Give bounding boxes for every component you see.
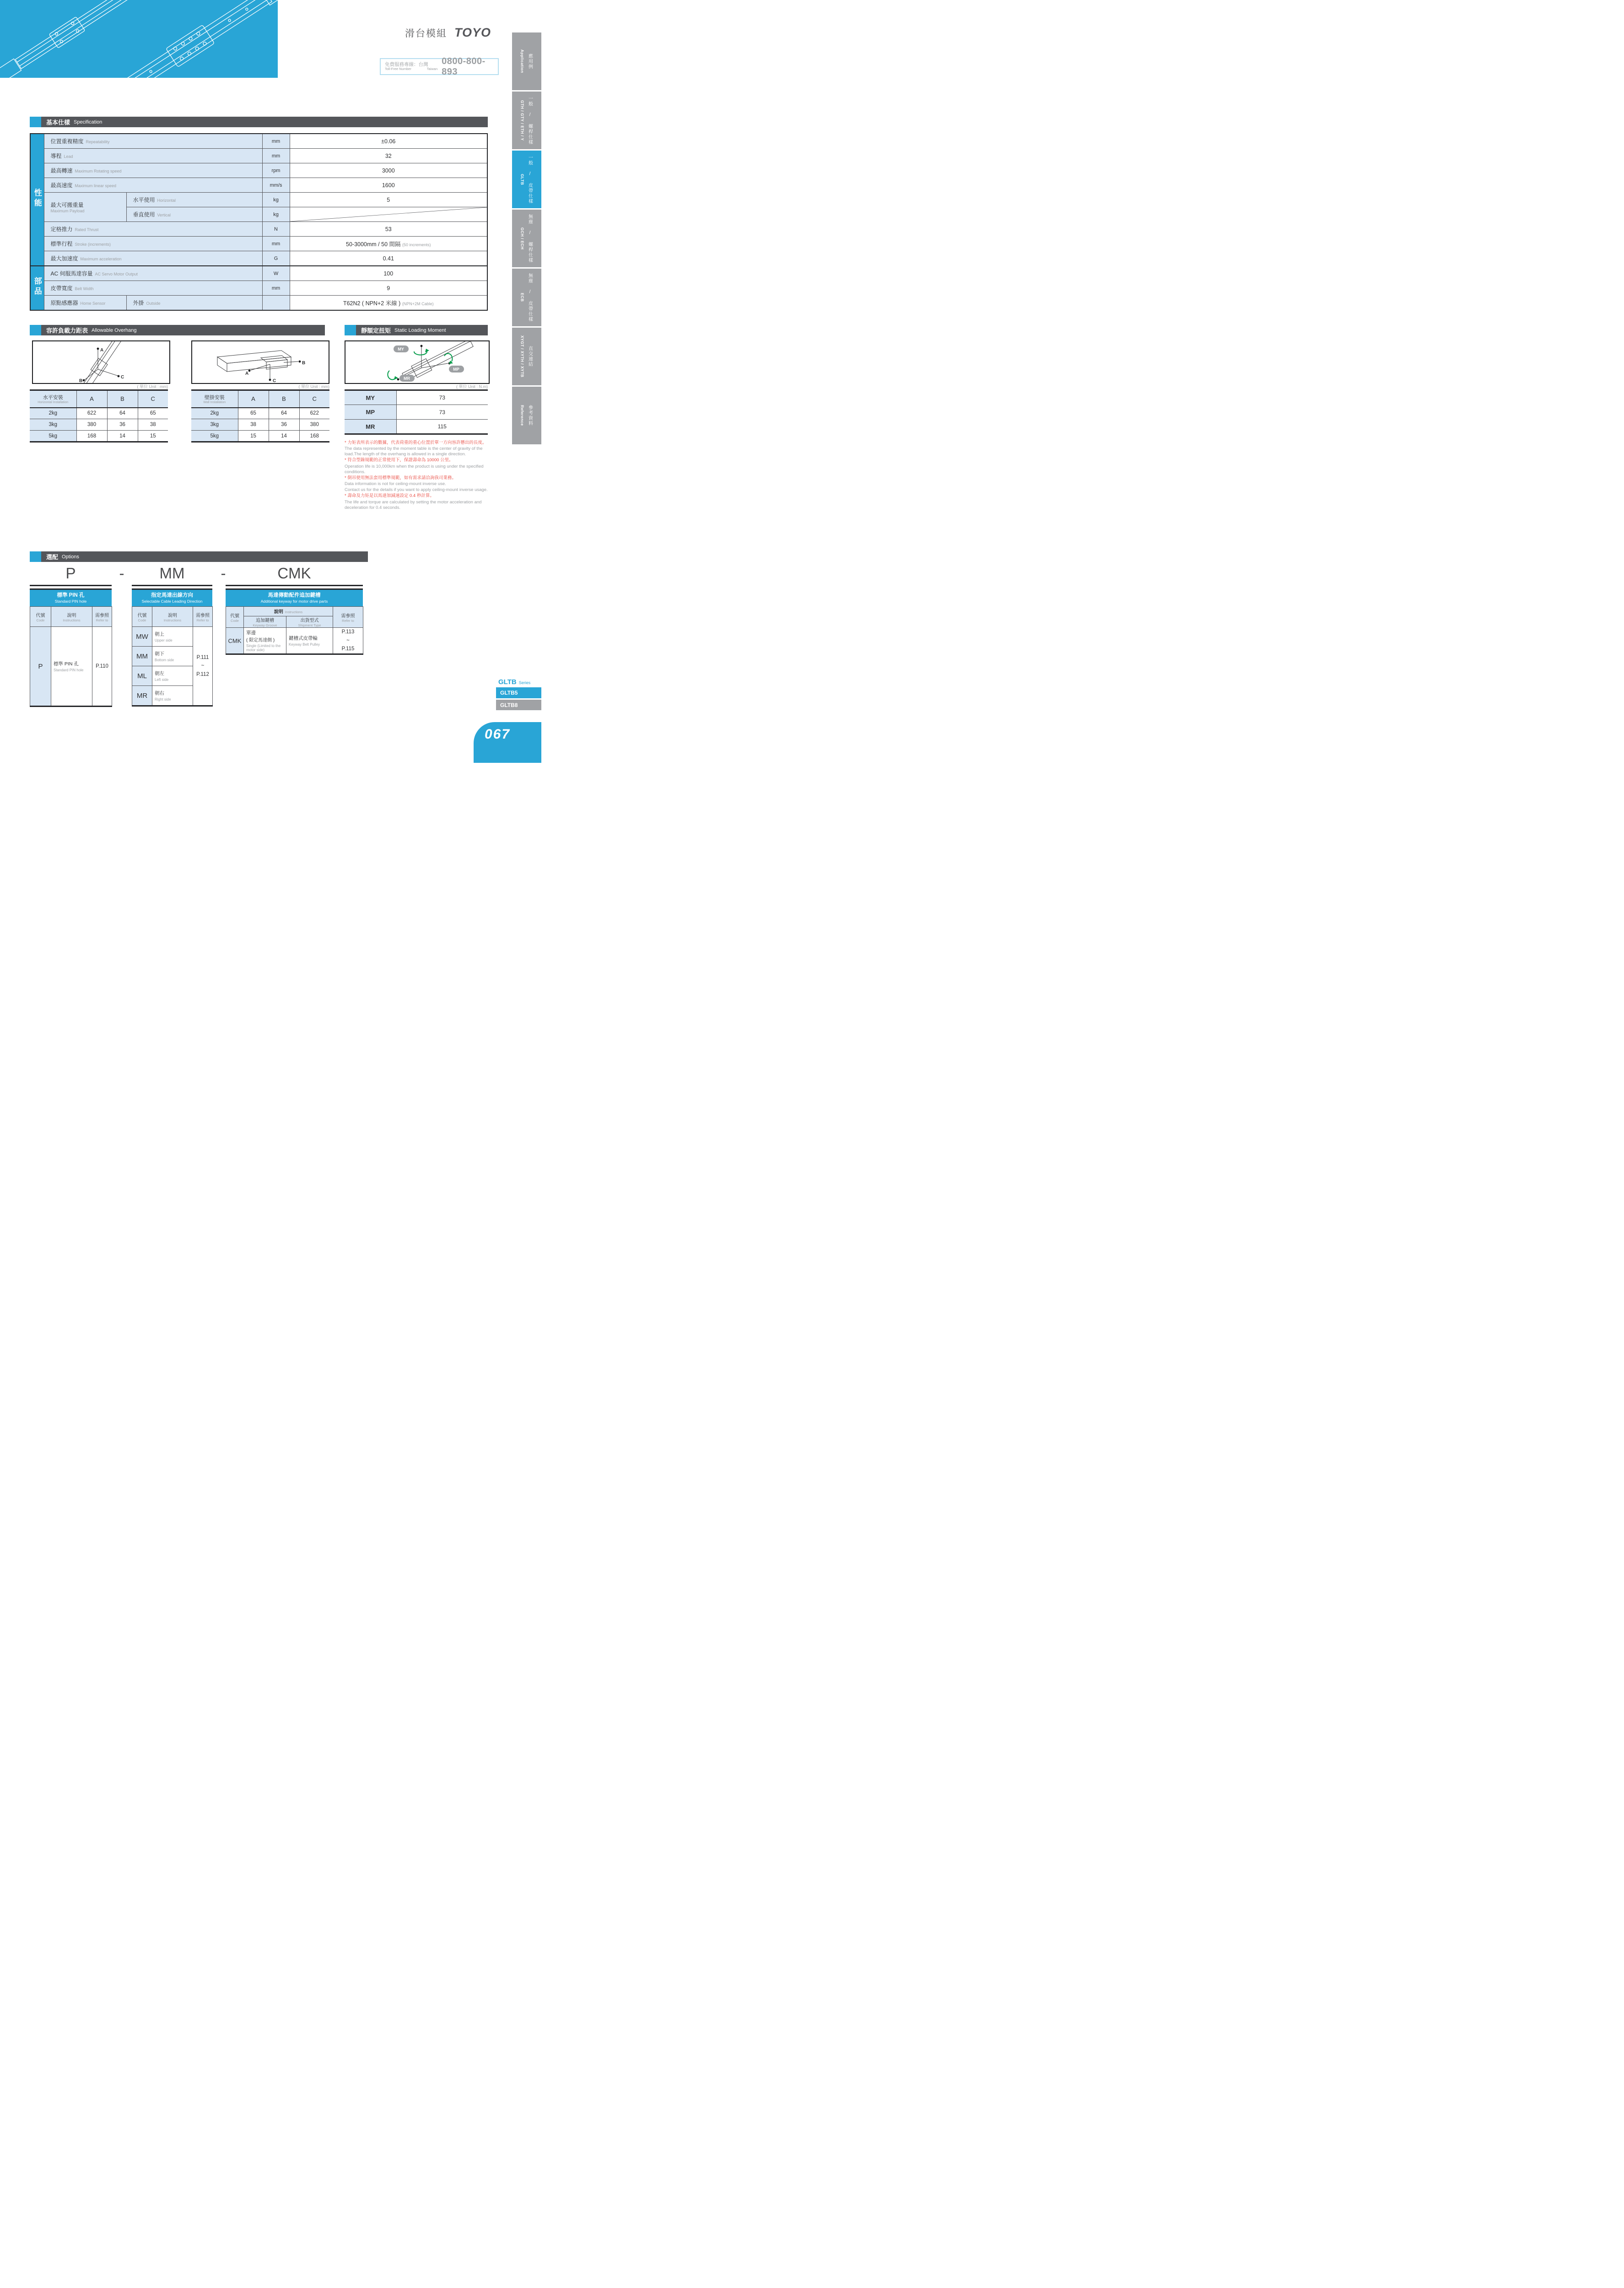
overhang-table-wall: 壁掛安裝 Wall Installation A B C 2kg 65 64 622 3kg 38 36 380 5kg 15 14 168 bbox=[191, 389, 329, 442]
table-row: MP 73 bbox=[345, 405, 488, 420]
spec-row-payload-vertical: 垂直使用 Vertical kg bbox=[30, 207, 487, 222]
catalog-page bbox=[0, 0, 541, 763]
series-item-gltb5[interactable]: GLTB5 bbox=[496, 687, 541, 698]
spec-row-servo-output: 部品 AC 伺服馬達容量 AC Servo Motor Output W 100 bbox=[30, 266, 487, 281]
spec-row-home-sensor: 原點感應器 Home Sensor 外掛 Outside T62N2 ( NPN+2 米線 ) (NPN+2M Cable) bbox=[30, 296, 487, 311]
sidebar-tab-gch-ech[interactable]: GCH / ECH 無塵 / 螺桿仕樣 bbox=[512, 210, 541, 267]
keyway-table-header: 馬達傳動配件追加鍵槽 Additional keyway for motor drive parts bbox=[226, 588, 363, 606]
table-row: MR 朝右 Right side bbox=[132, 686, 213, 706]
table-row: 2kg 622 64 65 bbox=[30, 408, 168, 419]
static-moment-diagram bbox=[345, 340, 490, 384]
page-number-box bbox=[474, 722, 541, 763]
note-en: Operation life is 10,000km when the product is using under the specified conditions. bbox=[345, 464, 484, 475]
spec-row-rated-thrust: 定格推力 Rated Thrust N 53 bbox=[30, 222, 487, 237]
option-code-mm: MM bbox=[159, 565, 185, 582]
note-en: The data represented by the moment table is the center of gravity of the load.The length of the overhang is allowed in a single direction. bbox=[345, 446, 483, 457]
cable-option-table: 代號 Code 說明 Instructions 需參照 Refer to MW 朝上 Upper side P.111 ~ P.112 MM 朝下 Bottom side ML 朝左 Left side MR 朝右 Right side bbox=[132, 606, 213, 707]
note-en: The life and torque are calculated by setting the motor acceleration and deceleration for 0.4 seconds. bbox=[345, 499, 482, 510]
spec-row-stroke: 標準行程 Stroke (increments) mm 50-3000mm / 50 間隔 (50 increments) bbox=[30, 237, 487, 251]
sidebar-tab-application[interactable]: Application 應用例 bbox=[512, 32, 541, 90]
svg-text:B: B bbox=[302, 361, 306, 366]
table-row: 3kg 380 36 38 bbox=[30, 419, 168, 431]
tollfree-label-en: Toll-Free Number Taiwan bbox=[385, 67, 438, 71]
unit-note-static: ( 單位 Unit : N.m) bbox=[456, 384, 488, 389]
section-title-en: Specification bbox=[74, 119, 103, 125]
code-underline bbox=[226, 585, 363, 586]
section-header-options: 選配 Options bbox=[30, 551, 368, 562]
table-row: MR 115 bbox=[345, 420, 488, 434]
svg-text:A: A bbox=[100, 348, 104, 353]
tollfree-box bbox=[380, 58, 499, 75]
product-category-title: 滑台模組 bbox=[405, 28, 447, 39]
cable-table-header: 指定馬達出線方向 Selectable Cable Leading Direction bbox=[132, 588, 212, 606]
header bbox=[405, 26, 491, 40]
spec-row-payload-horizontal: 最大可搬重量 Maximum Payload 水平使用 Horizontal kg 5 bbox=[30, 193, 487, 207]
sidebar-tab-gth-gty-eth-y[interactable]: GTH / GTY / ETH / Y 一般 / 螺桿仕樣 bbox=[512, 92, 541, 149]
svg-text:B: B bbox=[79, 378, 83, 383]
linear-actuator-drawing bbox=[0, 0, 278, 78]
sidebar-tab-xygt-xyth-xytb[interactable]: XYGT / XYTH / XYTB 直交連結 bbox=[512, 328, 541, 385]
cable-refer-range: P.111 ~ P.112 bbox=[193, 627, 213, 706]
not-applicable-diagonal bbox=[290, 207, 487, 222]
spec-row-belt-width: 皮帶寬度 Belt Width mm 9 bbox=[30, 281, 487, 296]
unit-note-horizontal: ( 單位 Unit : mm) bbox=[137, 384, 168, 389]
series-title: GLTB Series bbox=[498, 678, 531, 686]
accent-square-icon bbox=[30, 325, 41, 335]
page-number: 067 bbox=[485, 727, 511, 742]
spec-row-repeatability: 性能 位置重複精度 Repeatability mm ±0.06 bbox=[30, 134, 487, 149]
table-row: ML 朝左 Left side bbox=[132, 666, 213, 686]
static-moment-table bbox=[345, 389, 488, 435]
unit-note-wall: ( 單位 Unit : mm) bbox=[298, 384, 329, 389]
sidebar-tab-ecb[interactable]: ECB 無塵 / 皮帶仕樣 bbox=[512, 269, 541, 326]
svg-text:A: A bbox=[245, 371, 249, 376]
accent-square-icon bbox=[345, 325, 356, 335]
note-zh: * 符合型錄規範的正常使用下，保證壽命為 10000 公里。 bbox=[345, 458, 453, 463]
brand-logo: TOYO bbox=[454, 26, 491, 39]
svg-text:MR: MR bbox=[404, 376, 410, 381]
code-underline bbox=[132, 585, 212, 586]
option-code-p: P bbox=[65, 565, 76, 582]
overhang-diagram-wall bbox=[191, 340, 329, 384]
option-code-cmk: CMK bbox=[277, 565, 311, 582]
overhang-table-horizontal: 水平安裝 Horizontal Installation A B C 2kg 622 64 65 3kg 380 36 38 5kg 168 14 15 bbox=[30, 389, 168, 442]
pin-table-header: 標準 PIN 孔 Standard PIN hole bbox=[30, 588, 112, 606]
product-illustration bbox=[0, 0, 278, 78]
note-zh: * 力矩表所表示的數據，代表荷重的重心位置於單一方向容許懸出的長度。 bbox=[345, 440, 487, 445]
spec-group-parts: 部品 bbox=[30, 266, 44, 310]
table-row: MW 朝上 Upper side P.111 ~ P.112 bbox=[132, 627, 213, 647]
spec-row-max-linear: 最高速度 Maximum linear speed mm/s 1600 bbox=[30, 178, 487, 193]
spec-row-max-accel: 最大加速度 Maximum acceleration G 0.41 bbox=[30, 251, 487, 266]
note-en: Contact us for the details if you want to apply ceiling-mount inverse usage. bbox=[345, 487, 488, 493]
spec-payload-label: 最大可搬重量 Maximum Payload bbox=[44, 193, 126, 222]
note-zh: * 倒吊使用無法套用標準規範，如有需求請洽詢我司業務。 bbox=[345, 475, 456, 480]
note-zh: * 壽命及力矩是以馬達加減速設定 0.4 秒計算。 bbox=[345, 493, 434, 499]
sidebar-tab-gltb-active[interactable]: GLTB 一般 / 皮帶仕樣 bbox=[512, 151, 541, 208]
option-code-dash: - bbox=[221, 565, 226, 582]
table-row: MM 朝下 Bottom side bbox=[132, 647, 213, 666]
overhang-diagram-horizontal bbox=[32, 340, 170, 384]
spec-row-max-rotating: 最高轉速 Maximum Rotating speed rpm 3000 bbox=[30, 163, 487, 178]
pin-option-table: 代號 Code 說明 Instructions 需參照 Refer to P 標準 PIN 孔 Standard PIN hole P.110 bbox=[30, 606, 112, 707]
svg-text:C: C bbox=[121, 375, 124, 380]
keyway-option-table: 代號 Code 說明 Instructions 需參照 Refer to 追加鍵槽 Keyway Groove 出貨型式 Shipment Type CMK 單邊 ( 限定馬達側 ) Single (Limited to the motor side) 鍵槽式皮帶輪 Keyway Belt Pulley P.113 ~ P.115 bbox=[226, 606, 363, 655]
tollfree-label-zh: 免費服務專線：台灣 bbox=[385, 61, 428, 67]
table-row: 5kg 15 14 168 bbox=[191, 431, 329, 442]
table-row: 3kg 38 36 380 bbox=[191, 419, 329, 431]
code-underline bbox=[30, 585, 112, 586]
table-row: CMK 單邊 ( 限定馬達側 ) Single (Limited to the motor side) 鍵槽式皮帶輪 Keyway Belt Pulley P.113 ~ P.115 bbox=[226, 628, 363, 654]
spec-table bbox=[30, 133, 488, 311]
section-header-overhang: 容許負載力距表 Allowable Overhang bbox=[30, 325, 325, 335]
table-row: MY 73 bbox=[345, 390, 488, 405]
accent-square-icon bbox=[30, 551, 41, 562]
svg-text:MP: MP bbox=[453, 367, 459, 372]
tollfree-labels bbox=[385, 62, 437, 71]
table-row: P 標準 PIN 孔 Standard PIN hole P.110 bbox=[30, 627, 112, 707]
notes-block bbox=[345, 440, 498, 511]
section-header-static-moment: 靜額定扭矩 Static Loading Moment bbox=[345, 325, 488, 335]
section-title-zh: 基本仕樣 bbox=[46, 119, 70, 126]
svg-text:MY: MY bbox=[398, 347, 404, 351]
note-en: Data information is not for ceiling-mount inverse use. bbox=[345, 481, 446, 487]
spec-row-lead: 導程 Lead mm 32 bbox=[30, 149, 487, 163]
option-code-dash: - bbox=[119, 565, 124, 582]
section-header-specification bbox=[30, 117, 488, 127]
accent-square-icon bbox=[30, 117, 41, 127]
svg-text:C: C bbox=[273, 378, 276, 383]
spec-group-performance: 性能 bbox=[30, 134, 44, 266]
table-row: 5kg 168 14 15 bbox=[30, 431, 168, 442]
sidebar-tab-reference[interactable]: Reference 參考資料 bbox=[512, 387, 541, 444]
table-row: 2kg 65 64 622 bbox=[191, 408, 329, 419]
tollfree-number: 0800-800-893 bbox=[442, 56, 486, 77]
series-item-gltb8[interactable]: GLTB8 bbox=[496, 700, 541, 710]
